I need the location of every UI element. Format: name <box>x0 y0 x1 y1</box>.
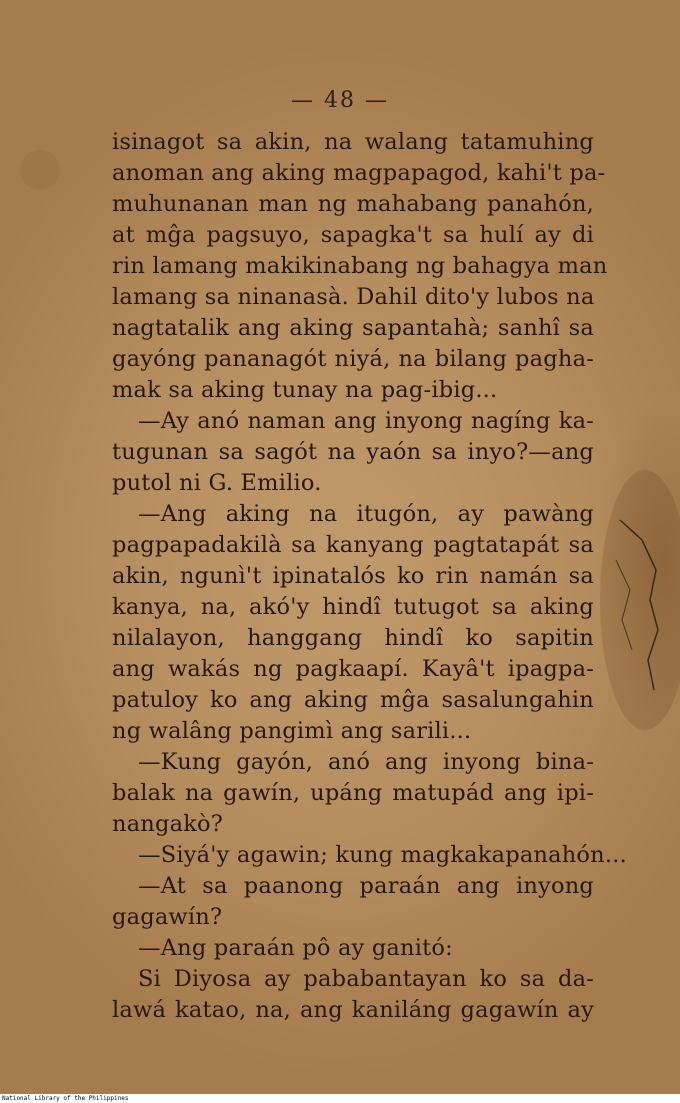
text-line: —At sa paanong paraán ang inyong <box>138 873 594 899</box>
text-line: isinagot sa akin, na walang tatamuhing <box>112 129 594 155</box>
text-line: —Siyá'y agawin; kung magkakapanahón... <box>138 842 627 868</box>
text-line: muhunanan man ng mahabang panahón, <box>112 191 594 217</box>
text-line: pagpapadakilà sa kanyang pagtatapát sa <box>112 532 594 558</box>
paper-blemish <box>20 150 60 190</box>
text-line: —Kung gayón, anó ang inyong bina- <box>138 749 594 775</box>
text-line: Si Diyosa ay pababantayan ko sa da- <box>138 966 594 992</box>
text-line: ng walâng pangimì ang sarili... <box>112 718 472 744</box>
text-line: rin lamang makikinabang ng bahagya man <box>112 253 608 279</box>
text-line: nagtatalik ang aking sapantahà; sanhî sa <box>112 315 594 341</box>
text-line: lamang sa ninanasà. Dahil dito'y lubos na <box>112 284 595 310</box>
text-line: mak sa aking tunay na pag-ibig... <box>112 377 498 403</box>
text-line: at mĝa pagsuyo, sapagka't sa hulí ay di <box>112 222 594 248</box>
text-line: —Ang aking na itugón, ay pawàng <box>138 501 594 527</box>
text-line: gagawín? <box>112 904 223 930</box>
text-line: lawá katao, na, ang kaniláng gagawín ay <box>112 997 594 1023</box>
text-line: —Ang paraán pô ay ganitó: <box>138 935 453 961</box>
text-line: anoman ang aking magpapagod, kahi't pa- <box>112 160 606 186</box>
text-line: patuloy ko ang aking mĝa sasalungahin <box>112 687 594 713</box>
text-line: nilalayon, hanggang hindî ko sapitin <box>112 625 594 651</box>
page-number: — 48 — <box>291 88 389 113</box>
text-line: balak na gawín, upáng matupád ang ipi- <box>112 780 594 806</box>
page-tear-mark <box>612 500 662 700</box>
text-line: nangakò? <box>112 811 224 837</box>
text-line: —Ay anó naman ang inyong nagíng ka- <box>138 408 594 434</box>
library-credit: National Library of the Philippines <box>2 1095 129 1102</box>
text-line: akin, ngunì't ipinatalós ko rin namán sa <box>112 563 594 589</box>
text-line: gayóng pananagót niyá, na bilang pagha- <box>112 346 594 372</box>
text-line: kanya, na, akó'y hindî tutugot sa aking <box>112 594 594 620</box>
text-line: ang wakás ng pagkaapí. Kayâ't ipagpa- <box>112 656 594 682</box>
text-line: putol ni G. Emilio. <box>112 470 322 496</box>
text-line: tugunan sa sagót na yaón sa inyo?—ang <box>112 439 594 465</box>
